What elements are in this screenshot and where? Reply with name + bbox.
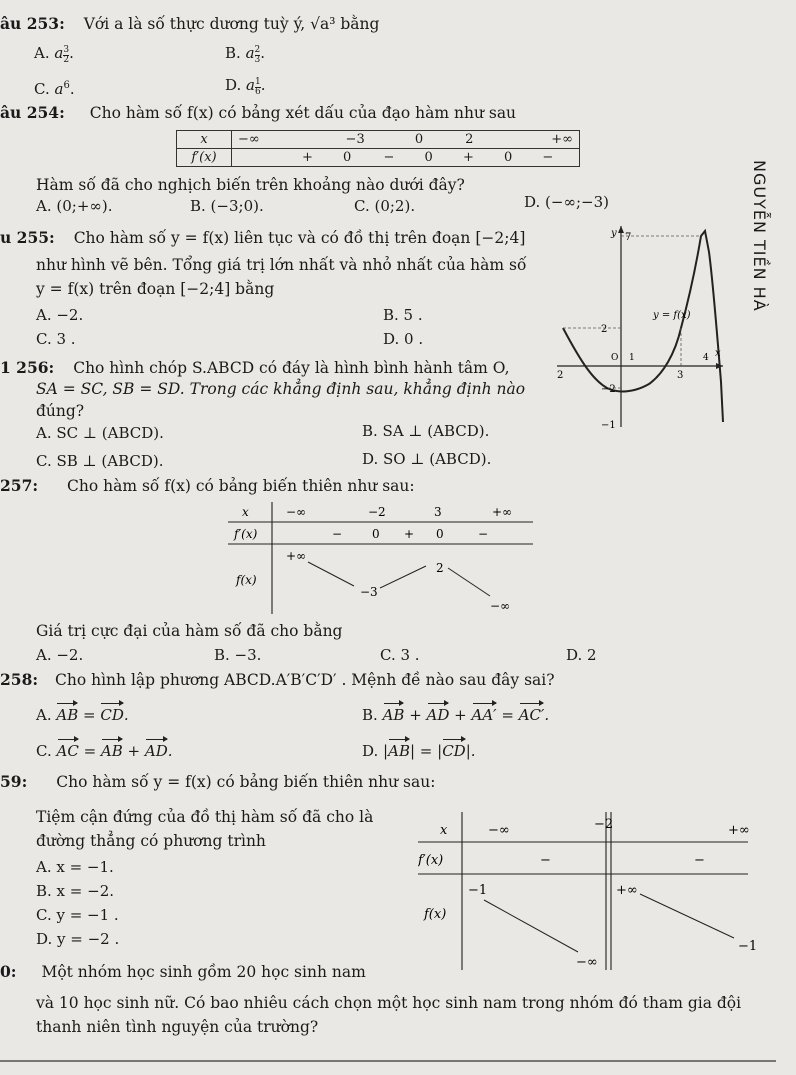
graph-tick-label: 3: [677, 370, 684, 381]
svg-text:+∞: +∞: [492, 505, 513, 519]
q253-option-d[interactable]: D. a $\frac{1}{6}$ .: [225, 76, 266, 97]
q257-header: 257: Cho hàm số f(x) có bảng biến thiên như sau:: [0, 476, 415, 495]
q254-text: Cho hàm số f(x) có bảng xét dấu của đạo hàm như sau: [89, 104, 517, 122]
q253-number: âu 253:: [0, 14, 65, 33]
q258-option-c[interactable]: C. AC = AB + AD.: [36, 742, 173, 760]
svg-text:x: x: [440, 823, 448, 838]
y-axis-arrow: [618, 226, 624, 233]
svg-text:2: 2: [436, 561, 444, 575]
svg-text:−: −: [478, 527, 489, 541]
svg-text:3: 3: [434, 505, 442, 519]
graph-tick-label: O: [611, 353, 619, 363]
q256-line3: đúng?: [36, 402, 85, 420]
q254-option-a[interactable]: A. (0;+∞).: [36, 197, 113, 215]
q254-sign-table: [176, 130, 580, 167]
svg-text:−∞: −∞: [488, 823, 510, 838]
q253-option-a[interactable]: A. a $\frac{3}{2}$ .: [34, 44, 74, 65]
q254-option-b[interactable]: B. (−3;0).: [190, 197, 264, 215]
function-curve: [563, 231, 723, 422]
svg-text:−2: −2: [594, 817, 614, 832]
q256-option-a[interactable]: A. SC ⊥ (ABCD).: [36, 424, 164, 442]
q254-option-d[interactable]: D. (−∞;−3): [524, 193, 609, 211]
q254-number: âu 254:: [0, 103, 65, 122]
q257-option-d[interactable]: D. 2: [566, 646, 597, 664]
svg-text:−: −: [694, 853, 705, 868]
svg-text:−∞: −∞: [576, 955, 598, 970]
svg-text:−∞: −∞: [286, 505, 307, 519]
graph-tick-label: 2: [601, 324, 608, 335]
q259-option-a[interactable]: A. x = −1.: [36, 858, 114, 876]
svg-text:+∞: +∞: [728, 823, 750, 838]
svg-text:f′(x): f′(x): [234, 527, 258, 541]
svg-text:0: 0: [436, 527, 444, 541]
table-row: x −∞ −3 0 2 +∞: [177, 131, 580, 149]
q258-option-b[interactable]: B. AB + AD + AA′ = AC′.: [362, 706, 550, 724]
q256-option-b[interactable]: B. SA ⊥ (ABCD).: [362, 422, 490, 440]
graph-y-label: y: [611, 228, 617, 239]
q259-variation-table: [418, 812, 764, 972]
q258-option-d[interactable]: D. |AB| = |CD|.: [362, 742, 476, 760]
svg-text:+: +: [404, 527, 415, 541]
svg-text:0: 0: [372, 527, 380, 541]
q255-line1: u 255: Cho hàm số y = f(x) liên tục và có đồ thị trên đoạn [−2;4]: [0, 228, 526, 247]
graph-tick-label: 1: [629, 353, 635, 363]
svg-text:−3: −3: [360, 585, 378, 599]
q257-question: Giá trị cực đại của hàm số đã cho bằng: [36, 622, 343, 640]
q257-variation-table: [228, 500, 538, 616]
q253-text: Với a là số thực dương tuỳ ý, √a³ bằng: [83, 15, 380, 33]
q255-line3: y = f(x) trên đoạn [−2;4] bằng: [36, 280, 275, 298]
svg-text:−2: −2: [368, 505, 386, 519]
svg-text:+∞: +∞: [616, 883, 638, 898]
svg-text:f′(x): f′(x): [418, 853, 444, 868]
svg-text:x: x: [242, 505, 249, 519]
q254-header: [0, 103, 516, 122]
q255-option-d[interactable]: D. 0 .: [383, 330, 424, 348]
graph-tick-label: −1: [601, 420, 616, 431]
q256-line2: SA = SC, SB = SD. Trong các khẳng định sau, khẳng định nào: [36, 380, 526, 398]
q255-option-b[interactable]: B. 5 .: [383, 306, 423, 324]
graph-tick-label: −2: [601, 384, 616, 395]
q258-header: 258: Cho hình lập phương ABCD.A′B′C′D′ . Mệnh đề nào sau đây sai?: [0, 670, 555, 689]
svg-text:f(x): f(x): [424, 907, 447, 922]
q254-question: Hàm số đã cho nghịch biến trên khoảng nào dưới đây?: [36, 176, 465, 194]
svg-text:+∞: +∞: [286, 549, 307, 563]
svg-text:−: −: [332, 527, 343, 541]
q256-option-c[interactable]: C. SB ⊥ (ABCD).: [36, 452, 164, 470]
q258-option-a[interactable]: A. AB = CD.: [36, 706, 129, 724]
graph-tick-label: 7: [625, 232, 632, 243]
q254-option-c[interactable]: C. (0;2).: [354, 197, 416, 215]
watermark-text: NGUYỄN TIỀN HÀ: [750, 160, 769, 312]
q253-option-b[interactable]: B. a $\frac{2}{3}$ .: [225, 44, 266, 65]
graph-tick-label: 2: [557, 370, 564, 381]
q253-option-c[interactable]: C. $a^6$.: [34, 80, 75, 98]
svg-text:−1: −1: [468, 883, 488, 898]
q260-line3: thanh niên tình nguyện của trường?: [36, 1018, 319, 1036]
svg-text:−∞: −∞: [490, 599, 511, 613]
q257-option-a[interactable]: A. −2.: [36, 646, 84, 664]
q256-line1: 1 256: Cho hình chóp S.ABCD có đáy là hình bình hành tâm O,: [0, 358, 510, 377]
q255-option-a[interactable]: A. −2.: [36, 306, 84, 324]
svg-text:f(x): f(x): [236, 573, 257, 587]
q259-option-c[interactable]: C. y = −1 .: [36, 906, 119, 924]
q253-header: [0, 14, 379, 33]
q256-option-d[interactable]: D. SO ⊥ (ABCD).: [362, 450, 492, 468]
graph-tick-label: 4: [703, 353, 709, 363]
q255-line2: như hình vẽ bên. Tổng giá trị lớn nhất và nhỏ nhất của hàm số: [36, 256, 527, 274]
q257-option-c[interactable]: C. 3 .: [380, 646, 420, 664]
q259-option-b[interactable]: B. x = −2.: [36, 882, 115, 900]
q259-line1: Tiệm cận đứng của đồ thị hàm số đã cho là: [36, 808, 374, 826]
q260-line1: 0: Một nhóm học sinh gồm 20 học sinh nam: [0, 962, 366, 981]
table-row: f′(x) + 0 − 0 + 0 −: [177, 149, 580, 167]
q259-option-d[interactable]: D. y = −2 .: [36, 930, 120, 948]
q259-header: 59: Cho hàm số y = f(x) có bảng biến thiên như sau:: [0, 772, 436, 791]
q259-line2: đường thẳng có phương trình: [36, 832, 266, 850]
q255-option-c[interactable]: C. 3 .: [36, 330, 76, 348]
q257-option-b[interactable]: B. −3.: [214, 646, 262, 664]
svg-text:−1: −1: [738, 939, 758, 954]
svg-text:−: −: [540, 853, 551, 868]
bottom-rule: [0, 1060, 776, 1062]
graph-x-label: x: [715, 348, 721, 359]
graph-f-label: y = f(x): [653, 310, 691, 321]
q255-graph: [555, 222, 725, 432]
q260-line2: và 10 học sinh nữ. Có bao nhiêu cách chọn một học sinh nam trong nhóm đó tham gia đội: [36, 994, 742, 1012]
